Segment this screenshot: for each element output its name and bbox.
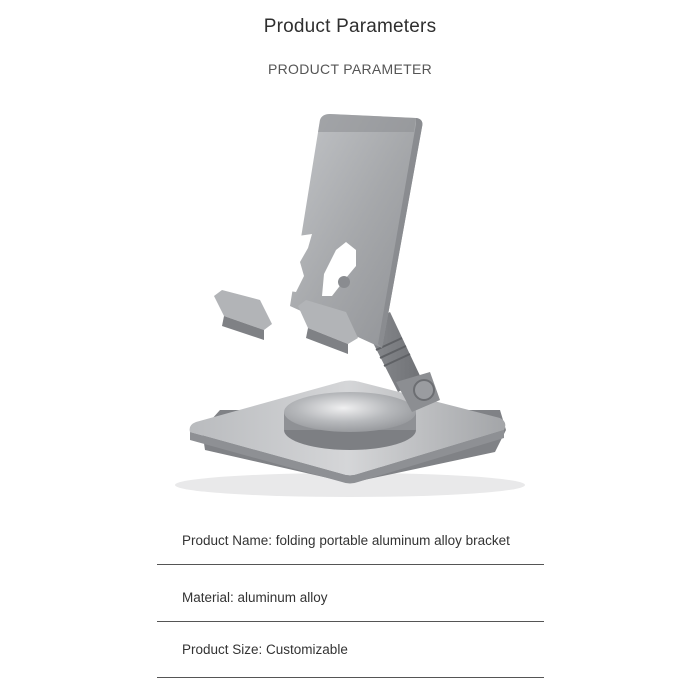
holder-plate bbox=[278, 114, 422, 348]
divider bbox=[157, 564, 544, 565]
divider bbox=[157, 677, 544, 678]
page-subtitle: PRODUCT PARAMETER bbox=[267, 61, 433, 77]
page-title: Product Parameters bbox=[263, 16, 437, 37]
param-product-size: Product Size: Customizable bbox=[182, 642, 348, 657]
divider bbox=[157, 621, 544, 622]
product-photo bbox=[150, 100, 550, 500]
param-material: Material: aluminum alloy bbox=[182, 590, 328, 605]
param-product-name: Product Name: folding portable aluminum alloy bracket bbox=[182, 533, 510, 548]
rotating-disc bbox=[284, 392, 416, 450]
